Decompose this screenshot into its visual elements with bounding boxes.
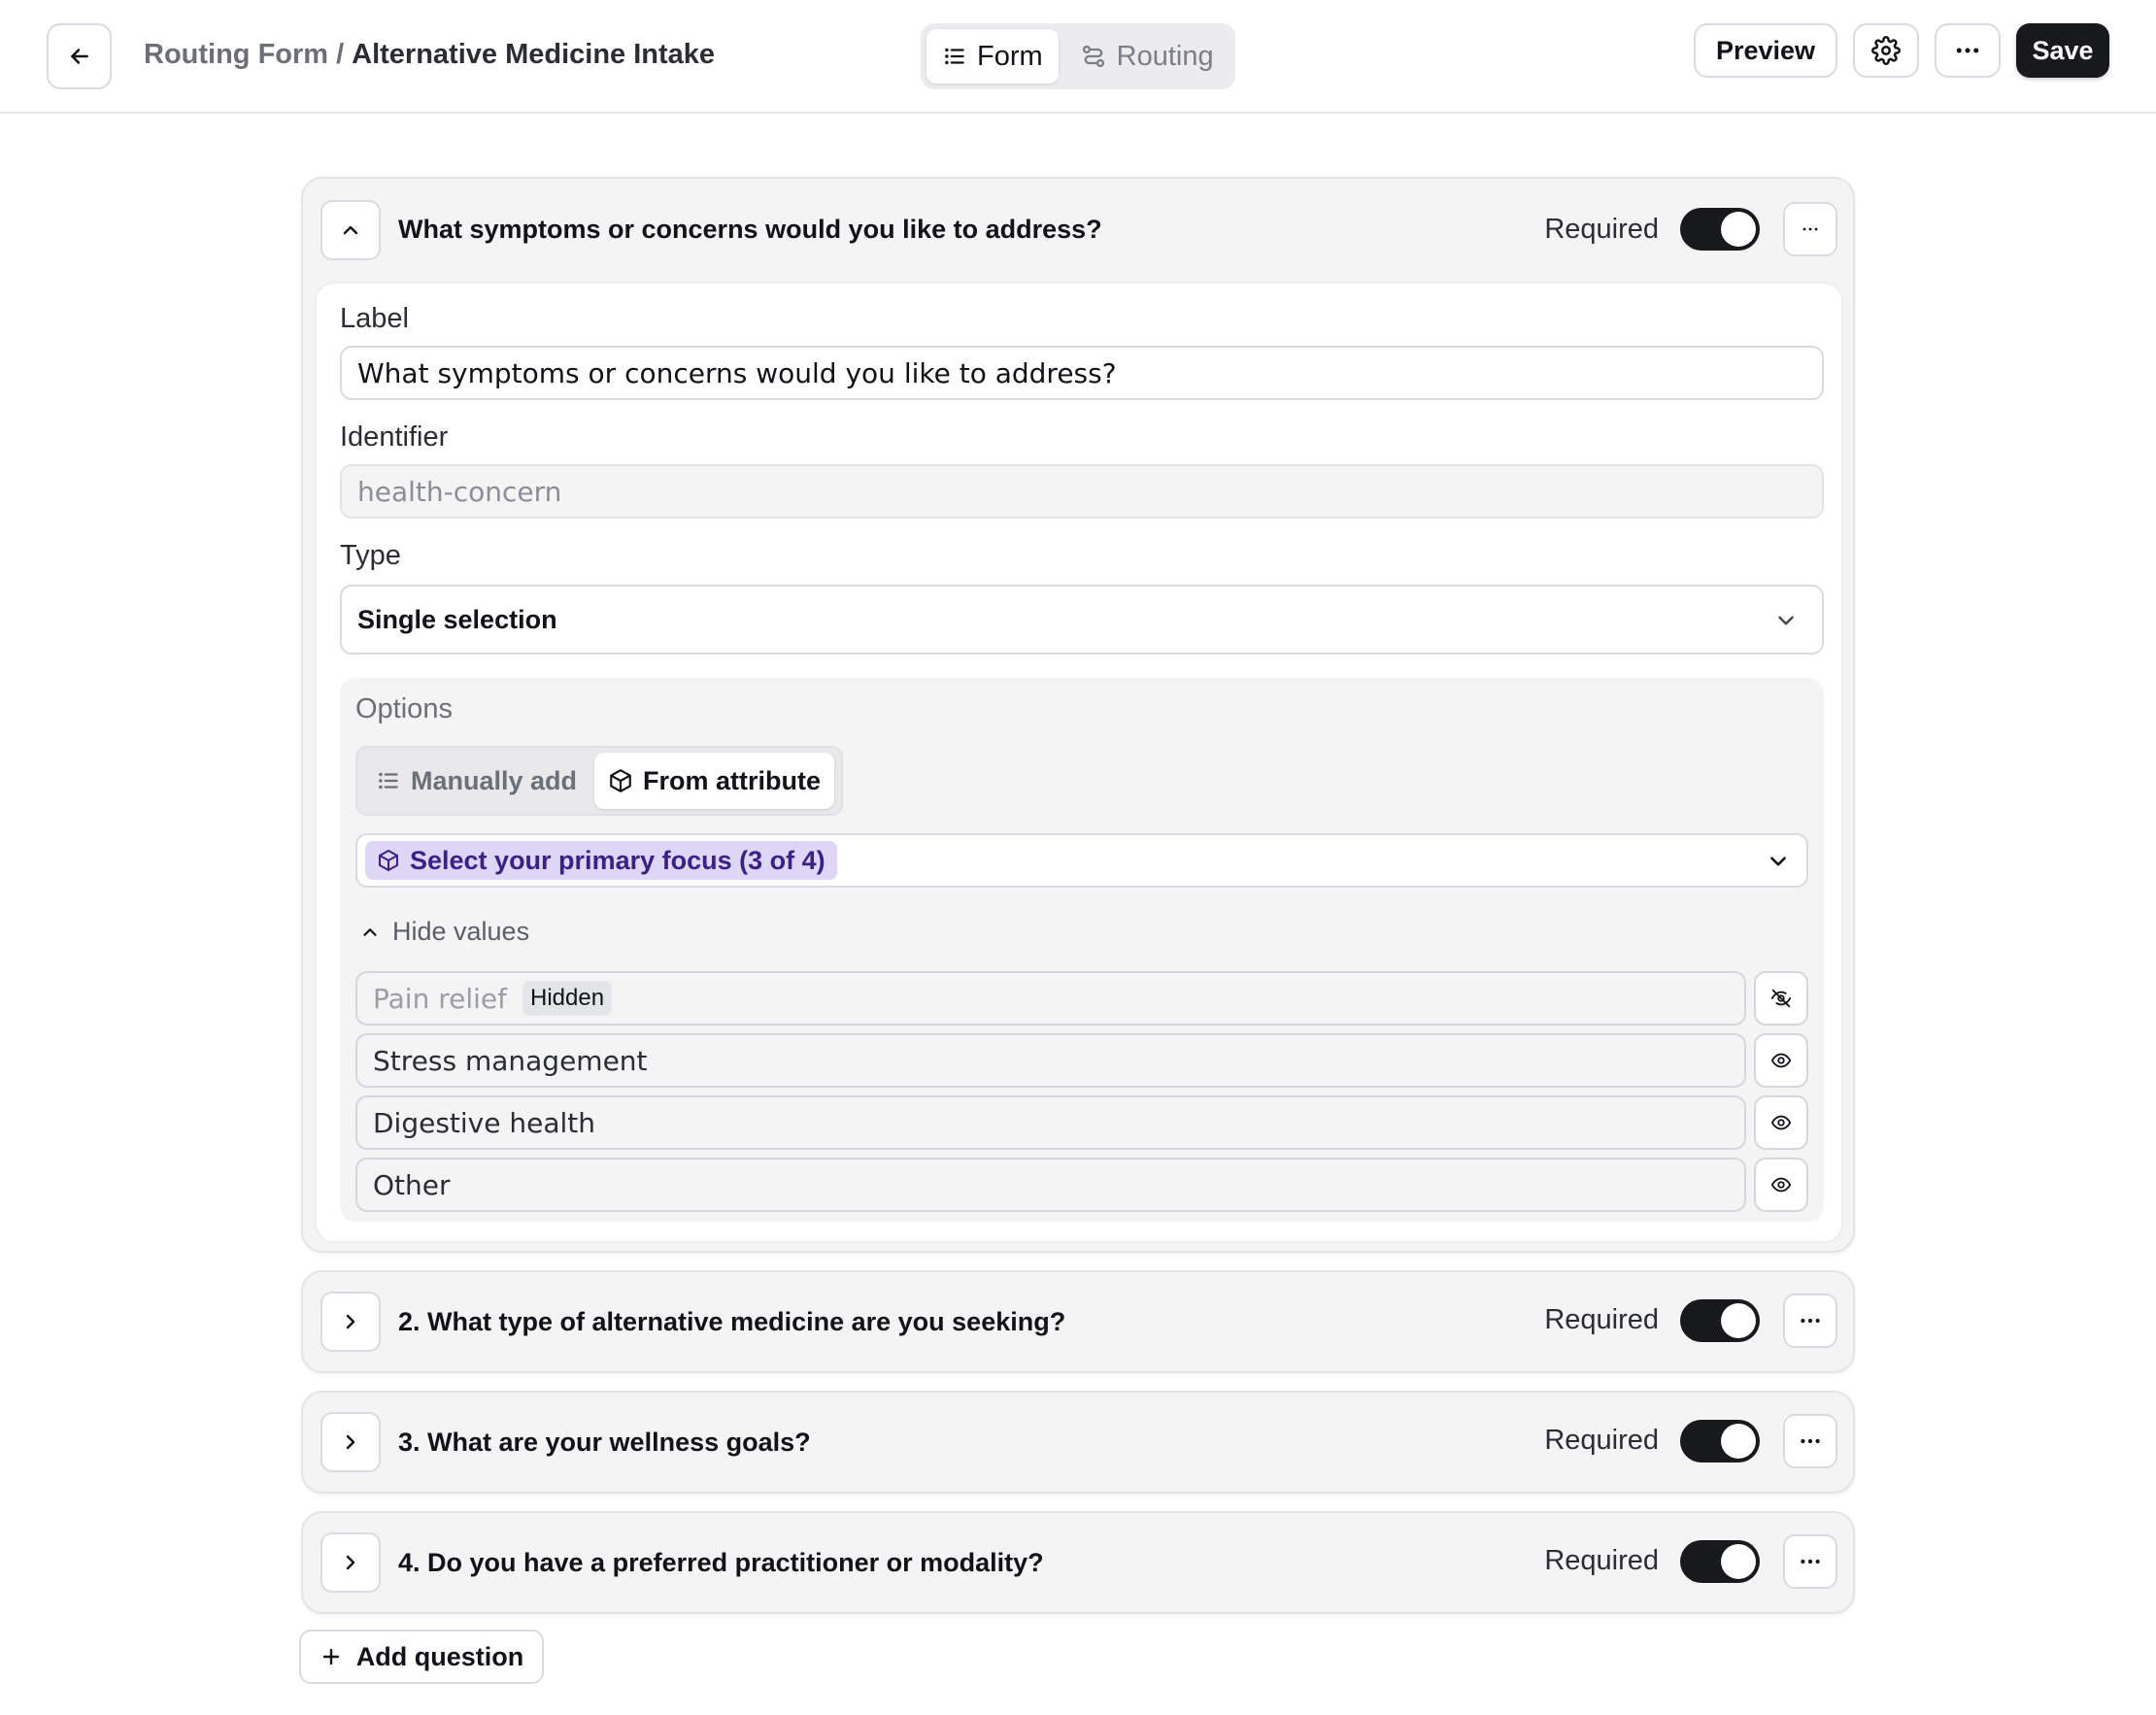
option-value-label: Stress management <box>373 1044 648 1077</box>
arrow-left-icon <box>67 44 92 69</box>
option-value-row <box>355 1033 1808 1088</box>
expand-button[interactable] <box>320 1292 381 1352</box>
option-value-input[interactable] <box>355 1095 1746 1150</box>
tab-form-label: Form <box>977 40 1043 72</box>
toggle-knob <box>1721 1303 1756 1338</box>
option-value-row <box>355 1158 1808 1212</box>
save-button[interactable]: Save <box>2016 23 2109 78</box>
question-card-4 <box>301 1511 1855 1614</box>
question-more-button[interactable] <box>1783 1414 1837 1468</box>
plus-icon <box>320 1645 343 1668</box>
label-input[interactable]: What symptoms or concerns would you like to address? <box>340 346 1824 400</box>
required-toggle[interactable] <box>1680 1299 1760 1342</box>
required-toggle[interactable] <box>1680 1540 1760 1583</box>
question-editor <box>315 282 1843 1243</box>
toggle-knob <box>1721 1544 1756 1579</box>
add-question-button[interactable] <box>299 1630 544 1684</box>
cube-icon <box>608 768 633 793</box>
question-card-2 <box>301 1270 1855 1373</box>
view-switcher <box>921 23 1235 89</box>
back-button[interactable] <box>47 23 112 89</box>
identifier-input[interactable]: health-concern <box>340 464 1824 519</box>
question-header <box>303 1513 1853 1614</box>
expand-button[interactable] <box>320 1412 381 1472</box>
top-bar <box>0 0 2156 114</box>
question-header <box>303 179 1853 280</box>
attribute-select[interactable] <box>355 833 1808 888</box>
collapse-button[interactable] <box>320 200 381 260</box>
tab-routing-label: Routing <box>1116 40 1214 72</box>
question-more-button[interactable] <box>1783 1294 1837 1348</box>
more-options-button[interactable] <box>1935 23 2001 78</box>
type-caption: Type <box>340 540 401 571</box>
more-horizontal-icon <box>1797 1307 1824 1334</box>
option-value-label: Other <box>373 1168 451 1201</box>
required-label: Required <box>1544 213 1659 245</box>
question-card-3 <box>301 1391 1855 1494</box>
breadcrumb-separator: / <box>336 39 345 70</box>
option-value-input[interactable] <box>355 1158 1746 1212</box>
option-value-label: Digestive health <box>373 1106 596 1139</box>
toggle-knob <box>1721 212 1756 247</box>
type-select-value: Single selection <box>357 604 557 634</box>
eye-icon <box>1770 1050 1792 1071</box>
question-card-1 <box>301 177 1855 1253</box>
eye-off-icon <box>1770 988 1792 1009</box>
option-value-input[interactable] <box>355 1033 1746 1088</box>
options-mode-switcher <box>355 746 843 816</box>
question-header <box>303 1272 1853 1373</box>
more-horizontal-icon <box>1799 218 1822 241</box>
chevron-down-icon <box>1773 608 1799 633</box>
hide-values-toggle[interactable] <box>359 917 529 947</box>
type-select[interactable] <box>340 585 1824 655</box>
manually-add-tab[interactable] <box>362 753 590 809</box>
eye-icon <box>1770 1174 1792 1195</box>
option-value-label: Pain relief <box>373 982 507 1015</box>
question-title: 3. What are your wellness goals? <box>398 1427 811 1457</box>
more-horizontal-icon <box>1797 1548 1824 1575</box>
cube-icon <box>377 849 400 872</box>
label-caption: Label <box>340 303 409 334</box>
visibility-toggle-button[interactable] <box>1754 971 1808 1026</box>
chevron-right-icon <box>339 1551 362 1574</box>
chevron-up-icon <box>339 219 362 242</box>
preview-button[interactable]: Preview <box>1694 23 1837 78</box>
option-value-input[interactable] <box>355 971 1746 1026</box>
list-icon <box>942 44 967 69</box>
visibility-toggle-button[interactable] <box>1754 1095 1808 1150</box>
options-panel <box>340 678 1824 1222</box>
question-title: 2. What type of alternative medicine are you seeking? <box>398 1306 1066 1336</box>
hide-values-label: Hide values <box>392 917 530 946</box>
attribute-chip-label: Select your primary focus (3 of 4) <box>410 845 825 875</box>
option-value-row <box>355 1095 1808 1150</box>
route-icon <box>1080 43 1107 70</box>
chevron-right-icon <box>339 1310 362 1333</box>
required-label: Required <box>1544 1424 1659 1456</box>
chevron-right-icon <box>339 1430 362 1454</box>
more-horizontal-icon <box>1797 1428 1824 1455</box>
more-horizontal-icon <box>1953 36 1982 65</box>
toggle-knob <box>1721 1424 1756 1459</box>
options-caption: Options <box>355 693 453 724</box>
breadcrumb-current: Alternative Medicine Intake <box>352 39 716 70</box>
eye-icon <box>1770 1112 1792 1133</box>
visibility-toggle-button[interactable] <box>1754 1158 1808 1212</box>
tab-routing[interactable] <box>1064 29 1230 84</box>
identifier-caption: Identifier <box>340 421 449 453</box>
breadcrumb <box>144 39 715 71</box>
required-label: Required <box>1544 1544 1659 1576</box>
list-icon <box>376 768 401 793</box>
hidden-badge: Hidden <box>522 981 612 1016</box>
question-title: What symptoms or concerns would you like to address? <box>398 214 1102 244</box>
settings-button[interactable] <box>1853 23 1919 78</box>
visibility-toggle-button[interactable] <box>1754 1033 1808 1088</box>
gear-icon <box>1871 36 1901 65</box>
required-toggle[interactable] <box>1680 208 1760 251</box>
from-attribute-tab[interactable] <box>594 753 834 809</box>
chevron-up-icon <box>359 922 381 943</box>
expand-button[interactable] <box>320 1532 381 1593</box>
chevron-down-icon <box>1766 849 1791 874</box>
required-toggle[interactable] <box>1680 1420 1760 1463</box>
tab-form[interactable] <box>926 29 1059 84</box>
required-label: Required <box>1544 1303 1659 1335</box>
from-attribute-label: From attribute <box>643 765 822 795</box>
manually-add-label: Manually add <box>411 765 578 795</box>
option-value-row <box>355 971 1808 1026</box>
breadcrumb-parent[interactable]: Routing Form <box>144 39 329 70</box>
add-question-label: Add question <box>355 1641 524 1671</box>
attribute-chip <box>365 841 837 880</box>
question-more-button[interactable] <box>1783 1534 1837 1589</box>
question-header <box>303 1393 1853 1494</box>
question-title: 4. Do you have a preferred practitioner or modality? <box>398 1547 1044 1577</box>
question-more-button[interactable] <box>1783 202 1837 256</box>
